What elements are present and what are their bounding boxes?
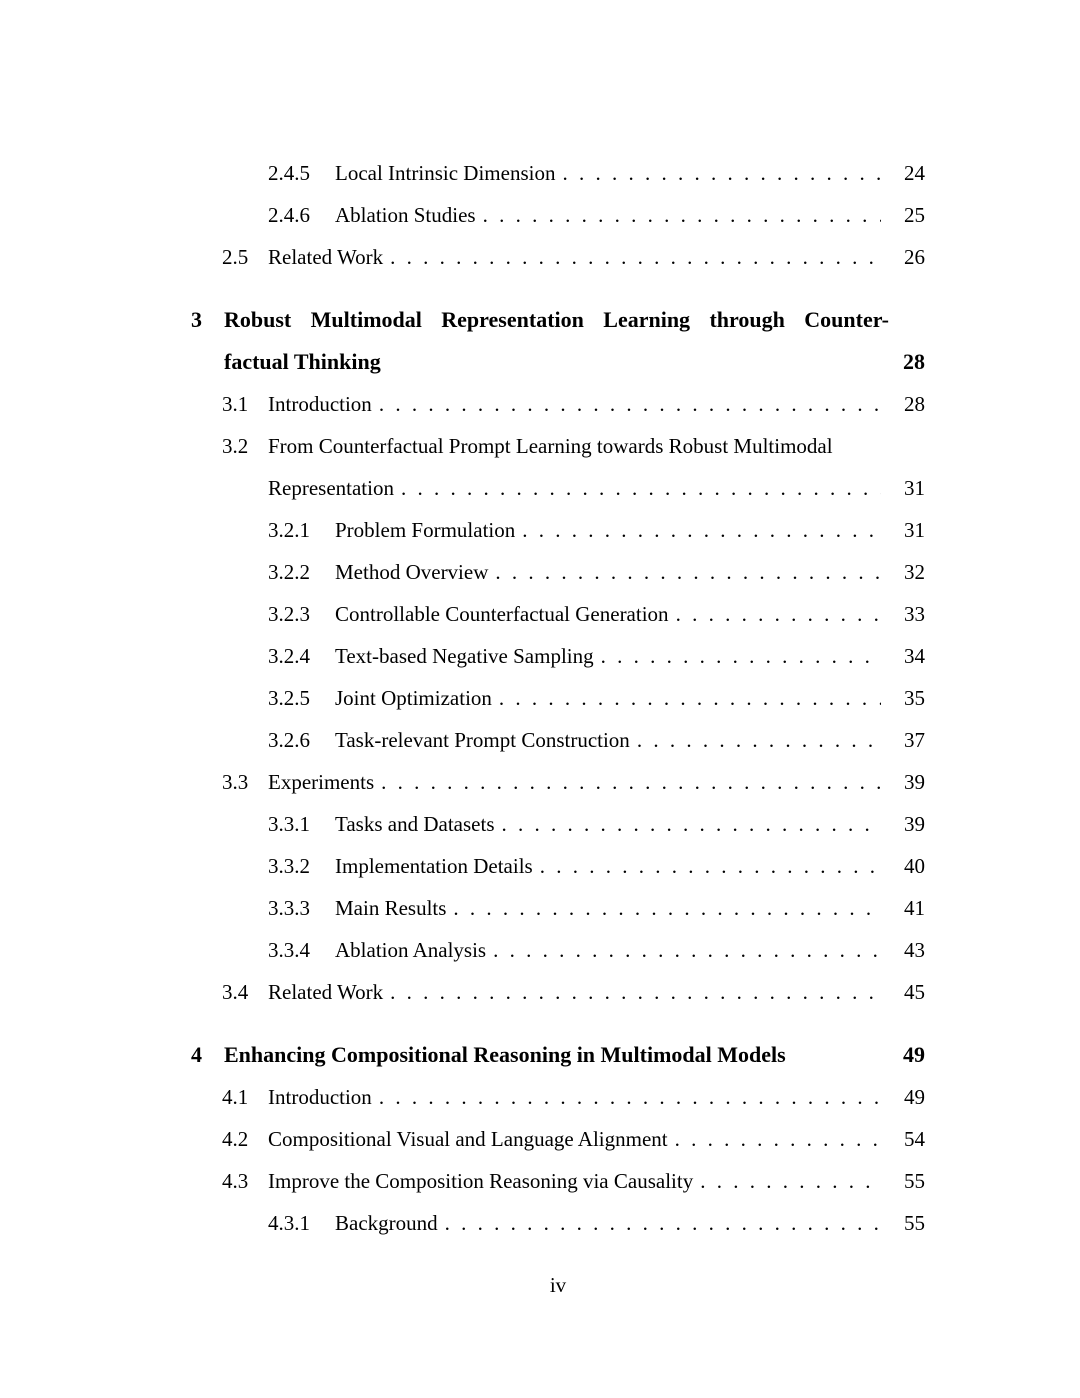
toc-entry-4-3-1 [191, 1202, 925, 1244]
dot-leader [630, 719, 881, 761]
dot-leader [669, 593, 881, 635]
dot-leader [488, 551, 881, 593]
dot-leader [594, 635, 881, 677]
chapter-page-number: 49 [903, 1042, 925, 1067]
toc-entry-3-4 [191, 971, 925, 1013]
entry-number: 2.4.5 [268, 161, 310, 185]
dot-leader [374, 761, 881, 803]
entry-page-number: 55 [904, 1211, 925, 1235]
dot-leader [495, 803, 882, 845]
toc-entry-3-2-2 [191, 551, 925, 593]
entry-label: Joint Optimization [335, 686, 492, 710]
toc-entry-3-3 [191, 761, 925, 803]
toc-entry-3-2-1 [191, 509, 925, 551]
entry-label: Method Overview [335, 560, 489, 584]
entry-page-number: 55 [904, 1169, 925, 1193]
dot-leader [693, 1160, 881, 1202]
chapter-page-number: 28 [903, 349, 925, 374]
entry-number: 3.3 [222, 770, 249, 794]
chapter-number: 4 [191, 1042, 202, 1067]
toc-entry-3-2-3 [191, 593, 925, 635]
entry-label: Introduction [268, 392, 372, 416]
dot-leader [668, 1118, 881, 1160]
toc-entry-3-2-4 [191, 635, 925, 677]
entry-page-number: 34 [904, 644, 925, 668]
toc-entry-3-2-line-2 [191, 467, 925, 509]
entry-label: Background [335, 1211, 438, 1235]
page-footer-roman-numeral: iv [549, 1273, 567, 1297]
entry-page-number: 24 [904, 161, 925, 185]
spacer [786, 1034, 881, 1076]
dot-leader [486, 929, 881, 971]
entry-number: 3.2.2 [268, 560, 310, 584]
entry-page-number: 40 [904, 854, 925, 878]
toc-entry-4-2 [191, 1118, 925, 1160]
toc-chapter-3-line-1 [191, 299, 925, 341]
entry-label: Experiments [268, 770, 375, 794]
entry-page-number: 32 [904, 560, 925, 584]
entry-page-number: 35 [904, 686, 925, 710]
entry-label: From Counterfactual Prompt Learning towards Robust Multimodal [268, 434, 833, 458]
entry-number: 3.2.3 [268, 602, 310, 626]
entry-label: Related Work [268, 980, 384, 1004]
dot-leader [394, 467, 881, 509]
entry-label: Task-relevant Prompt Construction [335, 728, 630, 752]
entry-number: 3.3.2 [268, 854, 310, 878]
dot-leader [515, 509, 881, 551]
entry-label: Related Work [268, 245, 384, 269]
toc-entry-3-3-2 [191, 845, 925, 887]
dot-leader [438, 1202, 881, 1244]
entry-page-number: 28 [904, 392, 925, 416]
entry-number: 3.2.4 [268, 644, 310, 668]
entry-label-continued: Representation [268, 476, 394, 500]
chapter-title-continued: factual Thinking [224, 349, 381, 374]
dot-leader [446, 887, 881, 929]
entry-number: 3.2.6 [268, 728, 310, 752]
dot-leader [533, 845, 881, 887]
entry-page-number: 49 [904, 1085, 925, 1109]
entry-label: Introduction [268, 1085, 372, 1109]
entry-label: Implementation Details [335, 854, 533, 878]
toc-entry-3-3-4 [191, 929, 925, 971]
entry-number: 3.1 [222, 392, 249, 416]
entry-page-number: 25 [904, 203, 925, 227]
dot-leader [492, 677, 881, 719]
chapter-title: Robust Multimodal Representation Learning through Counter- [224, 307, 889, 332]
dot-leader [372, 383, 881, 425]
toc-entry-2-5 [191, 236, 925, 278]
entry-label: Improve the Composition Reasoning via Causality [268, 1169, 694, 1193]
entry-label: Ablation Studies [335, 203, 476, 227]
entry-number: 3.3.1 [268, 812, 310, 836]
entry-label: Main Results [335, 896, 447, 920]
entry-label: Local Intrinsic Dimension [335, 161, 556, 185]
entry-number: 3.2.5 [268, 686, 310, 710]
entry-page-number: 45 [904, 980, 925, 1004]
entry-number: 3.3.3 [268, 896, 310, 920]
entry-number: 3.2.1 [268, 518, 310, 542]
entry-label: Compositional Visual and Language Alignment [268, 1127, 668, 1151]
dot-leader [372, 1076, 881, 1118]
entry-page-number: 31 [904, 518, 925, 542]
entry-page-number: 43 [904, 938, 925, 962]
toc-entry-3-2-5 [191, 677, 925, 719]
entry-page-number: 41 [904, 896, 925, 920]
entry-number: 2.5 [222, 245, 249, 269]
toc-entry-4-3 [191, 1160, 925, 1202]
entry-number: 3.3.4 [268, 938, 310, 962]
toc-entry-3-2-line-1 [191, 425, 925, 467]
entry-label: Problem Formulation [335, 518, 516, 542]
entry-page-number: 33 [904, 602, 925, 626]
entry-number: 4.3 [222, 1169, 249, 1193]
entry-page-number: 39 [904, 812, 925, 836]
toc-chapter-4 [191, 1034, 925, 1076]
entry-page-number: 37 [904, 728, 925, 752]
entry-label: Ablation Analysis [335, 938, 487, 962]
entry-page-number: 39 [904, 770, 925, 794]
entry-page-number: 26 [904, 245, 925, 269]
table-of-contents [191, 152, 925, 1244]
entry-label: Tasks and Datasets [335, 812, 495, 836]
toc-entry-2-4-6 [191, 194, 925, 236]
spacer [381, 341, 881, 383]
dot-leader [555, 152, 881, 194]
dot-leader [383, 971, 881, 1013]
entry-number: 3.2 [222, 434, 249, 458]
toc-entry-3-3-3 [191, 887, 925, 929]
toc-chapter-3-line-2 [191, 341, 925, 383]
entry-label: Text-based Negative Sampling [335, 644, 594, 668]
dot-leader [383, 236, 881, 278]
entry-number: 4.1 [222, 1085, 249, 1109]
dot-leader [476, 194, 881, 236]
toc-entry-2-4-5 [191, 152, 925, 194]
toc-entry-3-3-1 [191, 803, 925, 845]
entry-number: 3.4 [222, 980, 249, 1004]
entry-number: 4.3.1 [268, 1211, 310, 1235]
entry-number: 4.2 [222, 1127, 249, 1151]
chapter-number: 3 [191, 307, 202, 332]
toc-entry-4-1 [191, 1076, 925, 1118]
toc-entry-3-1 [191, 383, 925, 425]
entry-label: Controllable Counterfactual Generation [335, 602, 669, 626]
entry-page-number: 31 [904, 476, 925, 500]
entry-number: 2.4.6 [268, 203, 310, 227]
chapter-title: Enhancing Compositional Reasoning in Multimodal Models [224, 1042, 786, 1067]
toc-entry-3-2-6 [191, 719, 925, 761]
entry-page-number: 54 [904, 1127, 925, 1151]
